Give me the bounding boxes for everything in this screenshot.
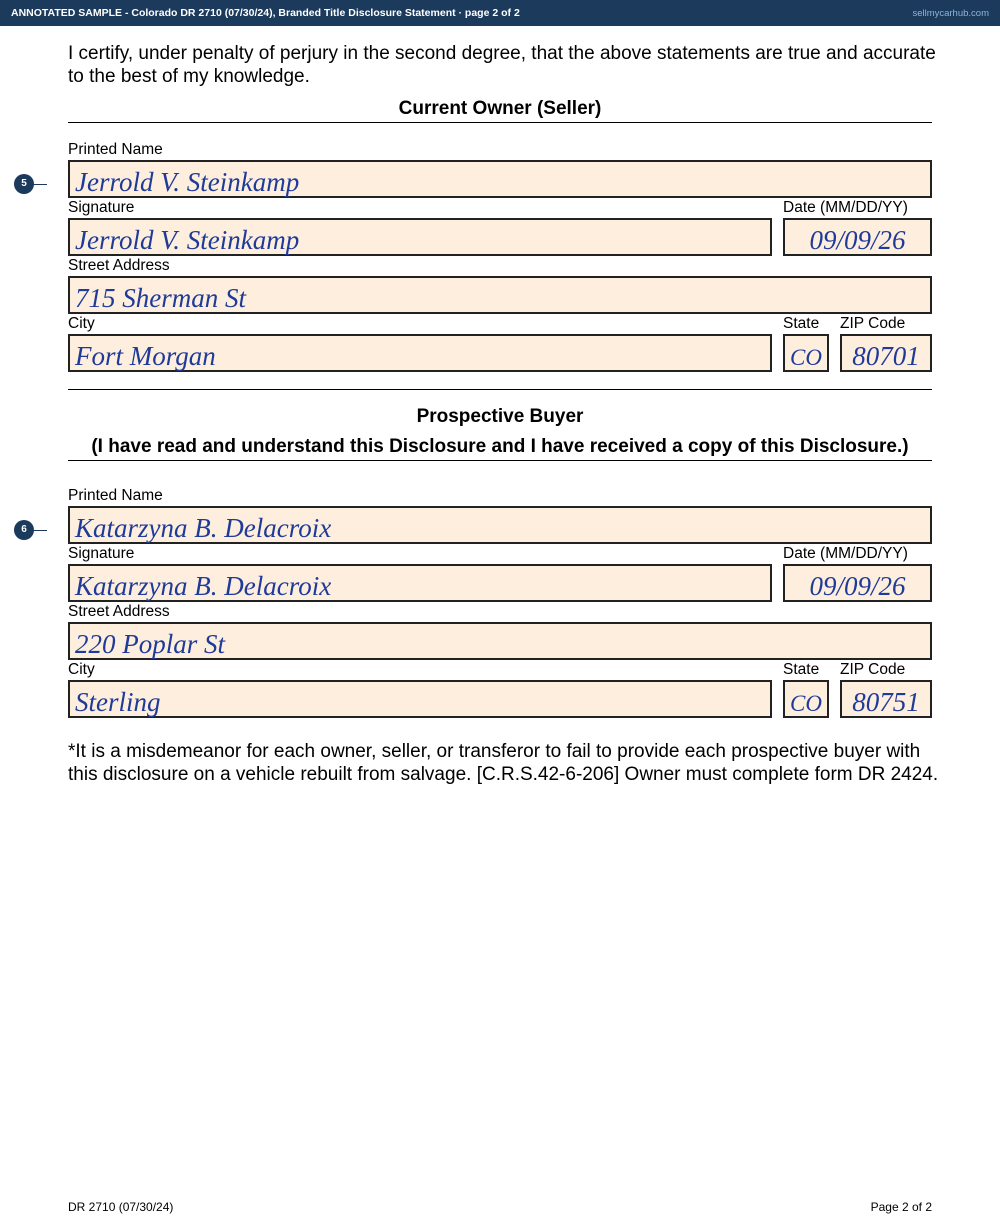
seller-printed-name-field[interactable] [68, 160, 932, 198]
seller-zip-field[interactable] [840, 334, 932, 372]
seller-printed-name-label: Printed Name [68, 141, 163, 158]
seller-zip-label: ZIP Code [840, 315, 906, 332]
buyer-signature-label: Signature [68, 545, 135, 562]
annotation-marker-line [33, 184, 47, 185]
buyer-date-field[interactable] [783, 564, 932, 602]
seller-date-value: 09/09/26 [809, 225, 906, 255]
seller-state-field[interactable] [783, 334, 829, 372]
seller-street-label: Street Address [68, 257, 170, 274]
certification-statement: I certify, under penalty of perjury in the second degree, that the above statements are true and accurate to the best of my knowledge. [68, 43, 936, 87]
buyer-city-field[interactable] [68, 680, 772, 718]
buyer-heading-rule [68, 460, 932, 461]
seller-date-field[interactable] [783, 218, 932, 256]
footer-page-number: Page 2 of 2 [870, 1200, 932, 1214]
banner-title: ANNOTATED SAMPLE - Colorado DR 2710 (07/30/24), Branded Title Disclosure Statement · page 2 of 2 [11, 7, 520, 19]
seller-signature-label: Signature [68, 199, 135, 216]
buyer-printed-name-value: Katarzyna B. Delacroix [75, 513, 332, 543]
seller-signature-field[interactable] [68, 218, 772, 256]
seller-signature-value: Jerrold V. Steinkamp [75, 225, 300, 255]
buyer-printed-name-label: Printed Name [68, 487, 163, 504]
buyer-street-field[interactable] [68, 622, 932, 660]
seller-date-label: Date (MM/DD/YY) [783, 199, 908, 216]
banner-site-link[interactable]: sellmycarhub.com [912, 8, 989, 19]
seller-street-field[interactable] [68, 276, 932, 314]
buyer-city-label: City [68, 661, 95, 678]
buyer-zip-field[interactable] [840, 680, 932, 718]
annotation-marker-5: 5 [14, 174, 34, 194]
seller-printed-name-value: Jerrold V. Steinkamp [75, 167, 300, 197]
buyer-printed-name-field[interactable] [68, 506, 932, 544]
buyer-state-value: CO [790, 691, 822, 716]
seller-heading: Current Owner (Seller) [398, 98, 602, 119]
seller-zip-value: 80701 [852, 341, 920, 371]
buyer-zip-value: 80751 [852, 687, 920, 717]
buyer-street-value: 220 Poplar St [75, 629, 226, 659]
buyer-signature-field[interactable] [68, 564, 772, 602]
annotation-marker-6: 6 [14, 520, 34, 540]
buyer-date-value: 09/09/26 [809, 571, 906, 601]
buyer-state-field[interactable] [783, 680, 829, 718]
annotation-marker-line [33, 530, 47, 531]
seller-city-field[interactable] [68, 334, 772, 372]
misdemeanor-notice: *It is a misdemeanor for each owner, seller, or transferor to fail to provide each prospective buyer with this disclosure on a vehicle rebuilt from salvage. [C.R.S.42-6-206] Owner must complete form DR 2424. [68, 741, 939, 785]
buyer-street-label: Street Address [68, 603, 170, 620]
buyer-zip-label: ZIP Code [840, 661, 906, 678]
buyer-signature-value: Katarzyna B. Delacroix [75, 571, 332, 601]
buyer-state-label: State [783, 661, 820, 678]
seller-city-value: Fort Morgan [75, 341, 216, 371]
seller-heading-rule [68, 122, 932, 123]
buyer-city-value: Sterling [75, 687, 161, 717]
buyer-heading: Prospective Buyer [416, 406, 584, 427]
section-divider [68, 389, 932, 390]
buyer-date-label: Date (MM/DD/YY) [783, 545, 908, 562]
seller-street-value: 715 Sherman St [75, 283, 246, 313]
seller-state-label: State [783, 315, 820, 332]
seller-city-label: City [68, 315, 95, 332]
seller-state-value: CO [790, 345, 822, 370]
footer-form-id: DR 2710 (07/30/24) [68, 1200, 174, 1214]
buyer-subheading: (I have read and understand this Disclosure and I have received a copy of this Disclosure.) [91, 436, 909, 457]
top-banner [0, 0, 1000, 26]
